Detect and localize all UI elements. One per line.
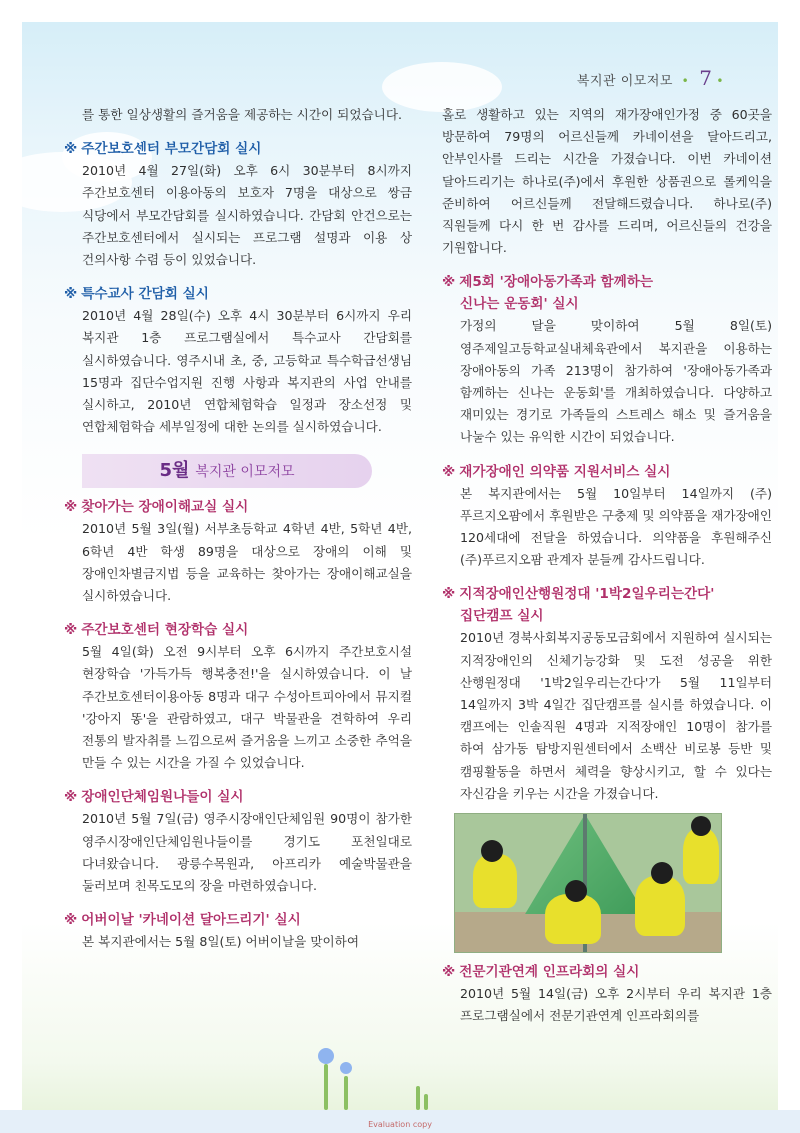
section-heading-line2: 집단캠프 실시 [460,608,544,625]
banner-label: 복지관 이모저모 [195,464,295,481]
reference-mark-icon: ※ [64,789,78,806]
section-body: 본 복지관에서는 5월 8일(토) 어버이날을 맞이하여 [82,934,360,950]
section-heading [64,283,412,305]
section-heading [64,909,412,931]
section-body: 가정의 달을 맞이하여 5월 8일(토) 영주제일고등학교실내체육관에서 복지관을 이용하는 장애아동의 가족 213명이 참가하여 '장애아동가족과 함께하는 신나는 운동회'를 개최하였습니다. 다양하고 재미있는 경기로 가족들의 스트레스 해소 및 즐거움을 나눌수 있는 유익한 시간이 되었습니다. [460,318,772,445]
heading-text: 주간보호센터 현장학습 실시 [81,622,249,639]
section-heading [64,786,412,808]
continued-paragraph: 홀로 생활하고 있는 지역의 재가장애인가정 중 60곳을 방문하여 79명의 어르신들께 카네이션을 달아드리고, 안부인사를 드리는 시간을 가졌습니다. 이번 카네이션 달아드리기는 하나로(주)에서 후원한 상품권으로 롤케익을 준비하여 어르신들께 전달해드렸습니다. 하나로(주) 직원들께 다시 한 번 감사를 드리며, 어르신들의 건강을 기원합니다. [442,107,772,256]
person-head [651,862,673,884]
heading-text: 전문기관연계 인프라회의 실시 [459,964,640,981]
page [22,22,778,1110]
banner-month: 5월 [159,460,190,482]
flower-icon [340,1062,352,1074]
heading-text: 장애인단체임원나들이 실시 [81,789,244,806]
flower-icon [318,1048,334,1064]
grass-blade [416,1086,420,1110]
section-body: 2010년 4월 27일(화) 오후 6시 30분부터 8시까지 주간보호센터 이용아동의 보호자 7명을 대상으로 쌍금 식당에서 부모간담회를 실시하였습니다. 간담회 안건으로는 주간보호센터에서 실시되는 프로그램 설명과 이용 상 건의사항 수렴 등이 있었습니다. [82,163,412,268]
reference-mark-icon: ※ [64,286,78,303]
person-figure [473,854,517,908]
section-heading [442,271,772,293]
reference-mark-icon: ※ [64,912,78,929]
heading-text: 제5회 '장애아동가족과 함께하는 [459,274,654,291]
person-head [691,816,711,836]
grass-blade [324,1064,328,1110]
section-heading [64,138,412,160]
section-title: 복지관 이모저모 [576,74,673,89]
reference-mark-icon: ※ [442,586,456,603]
section-heading [64,619,412,641]
heading-text: 지적장애인산행원정대 '1박2일우리는간다' [459,586,715,603]
section-body: 2010년 5월 7일(금) 영주시장애인단체임원 90명이 참가한 영주시장애인단체임원나들이를 경기도 포천일대로 다녀왔습니다. 광릉수목원과, 아프리카 예술박물관을 둘러보며 친목도모의 장을 마련하였습니다. [82,811,412,894]
grass-blade [424,1094,428,1110]
dot-icon: • [716,74,724,88]
section-body: 5월 4일(화) 오전 9시부터 오후 6시까지 주간보호시설 현장학습 '가득가득 행복충전!'을 실시하였습니다. 이 날 주간보호센터이용아동 8명과 대구 수성아트피아에서 뮤지컬 '강아지 똥'을 관람하였고, 대구 박물관을 견학하여 우리 전통의 발자취를 느낌으로써 즐거움을 느끼고 소중한 추억을 만들 수 있는 시간을 가질 수 있었습니다. [82,644,412,771]
person-figure [683,828,719,884]
right-column [442,104,772,1027]
section-heading [442,961,772,983]
heading-text: 주간보호센터 부모간담회 실시 [81,141,262,158]
heading-text: 재가장애인 의약품 지원서비스 실시 [459,463,671,480]
section-body: 2010년 5월 3일(월) 서부초등학교 4학년 4반, 5학년 4반, 6학년 4반 학생 89명을 대상으로 장애의 이해 및 장애인차별금지법 등을 교육하는 찾아가는 장애이해교실을 실시하였습니다. [82,521,412,604]
person-head [481,840,503,862]
person-figure [635,876,685,936]
section-body: 2010년 경북사회복지공동모금회에서 지원하여 실시되는 지적장애인의 신체기능강화 및 도전 성공을 위한 산행원정대 '1박2일우리는간다'가 5월 11일부터 14일까지 3박 4일간 집단캠프를 실시를 하였습니다. 이 캠프에는 인솔직원 4명과 지적장애인 10명이 참가를 하여 삼가동 탐방지원센터에서 소백산 비로봉 등반 및 캠핑활동을 하면서 체력을 향상시키고, 할 수 있다는 자신감을 키우는 시간을 가졌습니다. [460,630,772,801]
reference-mark-icon: ※ [64,499,78,516]
reference-mark-icon: ※ [64,141,78,158]
section-body: 2010년 5월 14일(금) 오후 2시부터 우리 복지관 1층 프로그램실에서 전문기관연계 인프라회의를 [460,986,772,1024]
dot-icon: • [681,74,690,88]
heading-text: 어버이날 '카네이션 달아드리기' 실시 [81,912,301,929]
running-head [577,66,728,90]
reference-mark-icon: ※ [64,622,78,639]
left-column [64,104,412,953]
section-body: 2010년 4월 28일(수) 오후 4시 30분부터 6시까지 우리 복지관 1층 프로그램실에서 특수교사 간담회를 실시하였습니다. 영주시내 초, 중, 고등학교 특수학급선생님 15명과 집단수업지원 진행 사항과 복지관의 사업 안내를 실시하고, 2010년 연합체험학습 일정과 장소선정 및 연합체험학습 세부일정에 대한 논의를 실시하였습니다. [82,308,412,435]
grass-blade [344,1076,348,1110]
section-body: 본 복지관에서는 5월 10일부터 14일까지 (주)푸르지오팜에서 후원받은 구충제 및 의약품을 재가장애인 120세대에 전달을 하였습니다. 의약품을 후원해주신 (주)푸르지오팜 관계자 분들께 감사드립니다. [460,485,772,568]
camp-tent-photo [454,813,722,953]
continued-paragraph: 를 통한 일상생활의 즐거움을 제공하는 시간이 되었습니다. [82,107,402,122]
heading-text: 특수교사 간담회 실시 [81,286,209,303]
person-head [565,880,587,902]
reference-mark-icon: ※ [442,964,456,981]
section-heading [442,583,772,605]
page-number: 7 [699,66,713,90]
section-heading-line2: 신나는 운동회' 실시 [460,296,579,313]
month-banner [82,454,372,488]
reference-mark-icon: ※ [442,274,456,291]
section-heading [442,461,772,483]
heading-text: 찾아가는 장애이해교실 실시 [81,499,249,516]
reference-mark-icon: ※ [442,463,456,480]
section-heading [64,496,412,518]
watermark: Evaluation copy [368,1120,432,1129]
